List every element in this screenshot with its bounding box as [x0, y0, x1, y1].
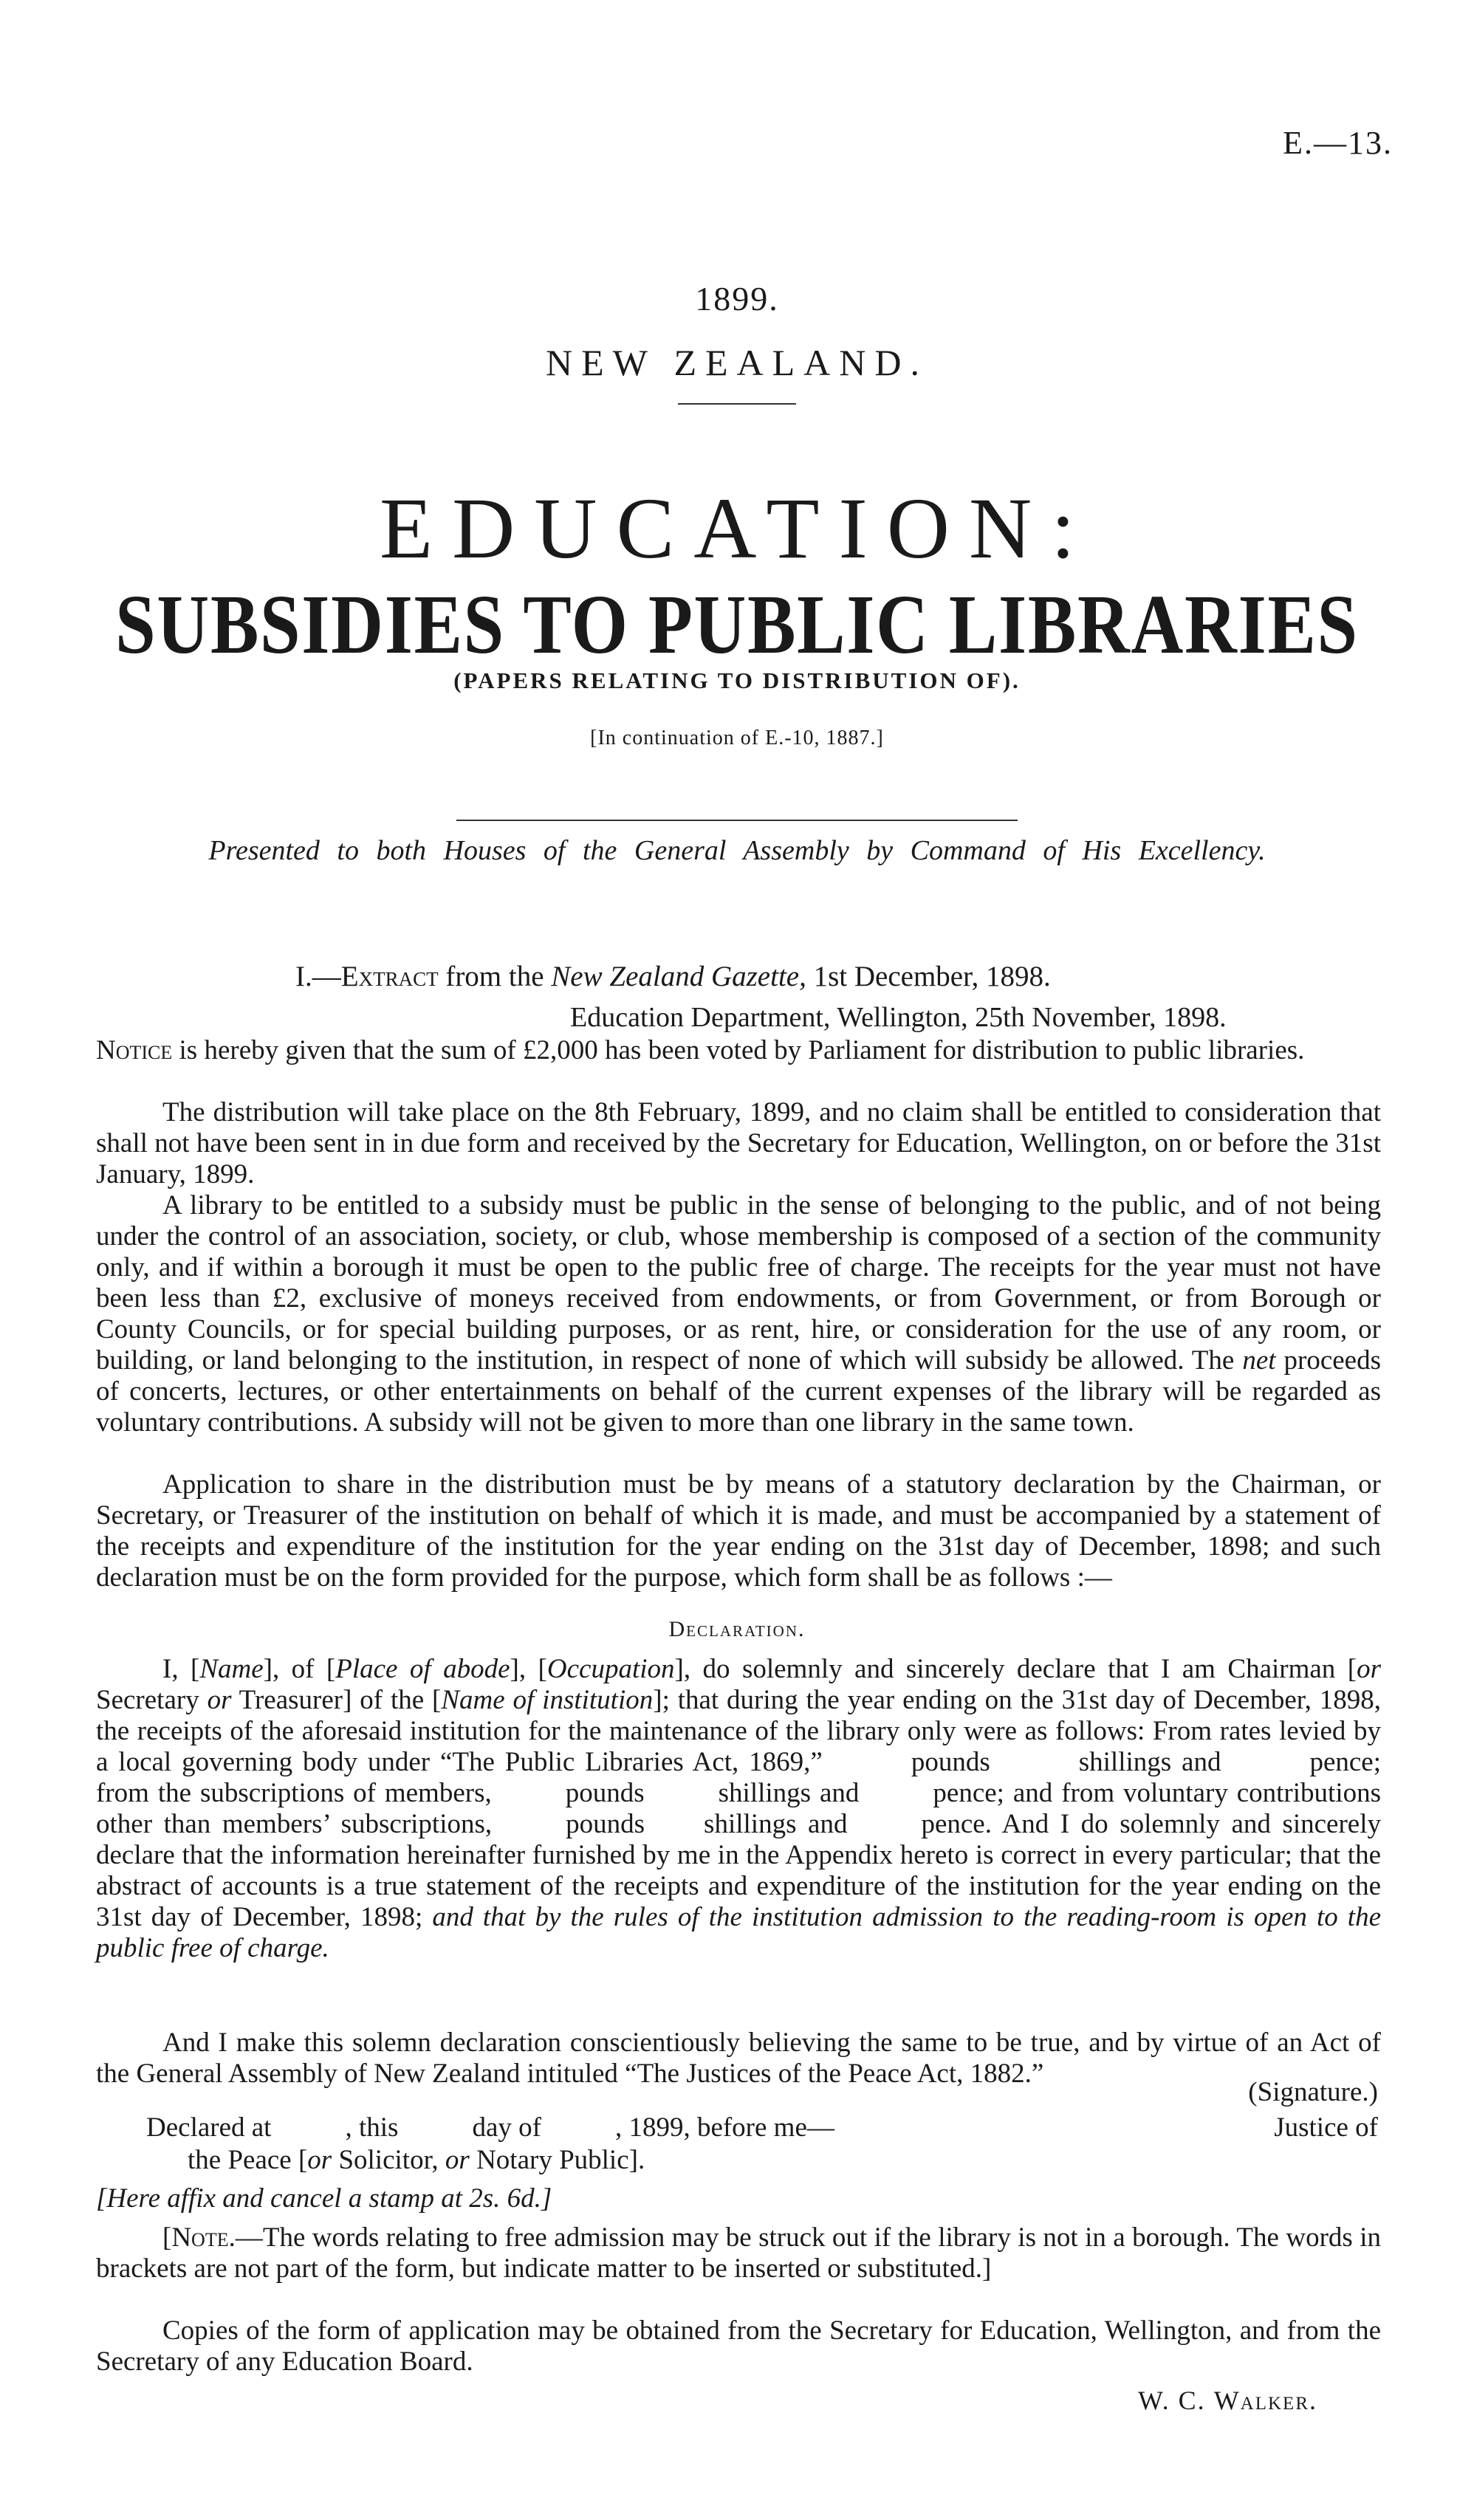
document-year: 1899.: [695, 280, 779, 317]
decl-text: ], do solemnly and sincerely declare that I am Chairman [: [674, 1654, 1357, 1684]
note-text: .—The words relating to free admission may be struck out if the library is not in a borough. The words in brackets are not part of the form, but indicate matter to be inserted or substituted.]: [96, 2222, 1381, 2284]
signature-placeholder: (Signature.): [1248, 2077, 1378, 2107]
decl-text: I, [: [162, 1654, 200, 1684]
decl-pounds: pounds: [566, 1809, 645, 1839]
eligibility-paragraph: [96, 1190, 1381, 1438]
presented-line: Presented to both Houses of the General Assembly by Command of His Excellency.: [208, 835, 1266, 866]
declared-this: , this: [345, 2112, 399, 2143]
title-subtitle: SUBSIDIES TO PUBLIC LIBRARIES: [115, 577, 1359, 671]
peace-line: [188, 2144, 645, 2176]
decl-text: ]; that during the year ending on the 31st day of December, 1898, the receipts of the aforesaid institution for the maintenance of the library only were as follows: From rates levied by a local governing body under “The Public Libraries Act, 1869,”: [96, 1685, 1381, 1777]
declared-day-of: day of: [472, 2112, 541, 2143]
institution-placeholder: Name of institution: [441, 1685, 654, 1715]
decl-text: Treasurer] of the [: [231, 1685, 442, 1715]
gazette-name: New Zealand Gazette,: [551, 961, 806, 992]
signer-name: [1138, 2385, 1317, 2416]
decl-pence: pence;: [933, 1778, 1004, 1808]
signer-surname: Walker.: [1213, 2386, 1317, 2415]
decl-text: and from voluntary contributions other than members’ subscriptions,: [96, 1778, 1381, 1839]
decl-shillings: shillings and: [718, 1778, 860, 1808]
declared-at: Declared at: [146, 2112, 272, 2143]
decl-text: And I do solemnly and sincerely declare that the information hereinafter furnished by me in the Appendix hereto is correct in every particular; that the abstract of accounts is a true statement of the receipts and expenditure of the institution for the year ending on the 31st day of December, 1898;: [96, 1809, 1381, 1932]
occupation-placeholder: Occupation: [546, 1654, 675, 1684]
peace-text: the Peace [: [188, 2145, 308, 2175]
extract-label: Extract: [340, 961, 439, 992]
department-line: Education Department, Wellington, 25th November, 1898.: [570, 1002, 1227, 1033]
copies-paragraph: Copies of the form of application may be obtained from the Secretary for Education, Wellington, and from the Secretary of any Education Board.: [96, 2315, 1381, 2377]
decl-text: from the subscriptions of members,: [96, 1778, 492, 1808]
notice-paragraph: [96, 1035, 1381, 1066]
title-note: (PAPERS RELATING TO DISTRIBUTION OF).: [453, 667, 1021, 693]
declaration-heading: Declaration.: [668, 1617, 806, 1641]
notice-word: Notice: [96, 1035, 173, 1065]
declaration-body: [96, 1654, 1381, 1964]
notice-text: is hereby given that the sum of £2,000 has been voted by Parliament for distribution to public libraries.: [172, 1035, 1305, 1065]
decl-or: or: [207, 1685, 232, 1715]
decl-text: ], of [: [263, 1654, 336, 1684]
stamp-instruction: [Here affix and cancel a stamp at 2s. 6d.]: [96, 2183, 552, 2214]
peace-or: or: [307, 2145, 332, 2175]
country-heading: NEW ZEALAND.: [546, 342, 928, 383]
peace-or: or: [445, 2145, 470, 2175]
net-word: net: [1242, 1345, 1276, 1376]
distribution-paragraph: The distribution will take place on the 8th February, 1899, and no claim shall be entitled to consideration that shall not have been sent in in due form and received by the Secretary for Education, Wellington, on or before the 31st January, 1899.: [96, 1097, 1381, 1189]
page-reference: E.—13.: [1283, 125, 1393, 161]
decl-shillings: shillings and: [1078, 1747, 1221, 1777]
decl-pounds: pounds: [565, 1778, 645, 1808]
extract-heading: [295, 960, 1051, 993]
justice-of-label: Justice of: [1274, 2112, 1378, 2143]
declared-year: , 1899, before me—: [614, 2112, 834, 2143]
peace-text: Solicitor,: [332, 2145, 445, 2175]
name-placeholder: Name: [199, 1654, 264, 1684]
application-paragraph: Application to share in the distribution must be by means of a statutory declaration by the Chairman, or Secretary, or Treasurer of the institution on behalf of which it is made, and must be accompanied by a statement of the receipts and expenditure of the institution for the year ending on the 31st day of December, 1898; and such declaration must be on the form provided for the purpose, which form shall be as follows :—: [96, 1469, 1381, 1593]
decl-or: or: [1357, 1654, 1381, 1684]
eligibility-text-a: A library to be entitled to a subsidy must be public in the sense of belonging to the public, and of not being under the control of an association, society, or club, whose membership is composed of a section of the community only, and if within a borough it must be open to the public free of charge. The receipts for the year must not have been less than £2, exclusive of moneys received from endowments, or from Government, or from Borough or County Councils, or for special building purposes, or as rent, hire, or consideration for the use of any room, or building, or land belonging to the institution, in respect of none of which will subsidy be allowed. The: [96, 1190, 1381, 1376]
signer-initials: W. C.: [1138, 2386, 1214, 2415]
note-bracket: [: [162, 2222, 172, 2253]
decl-pence: pence.: [921, 1809, 992, 1839]
note-label: Note: [171, 2222, 229, 2253]
decl-pounds: pounds: [911, 1747, 990, 1777]
free-admission-clause: and that by the rules of the institution admission to the reading-room is open to the public free of charge.: [96, 1902, 1382, 1963]
declared-line: [146, 2112, 834, 2144]
divider-rule: [456, 820, 1018, 821]
divider-rule: [678, 403, 796, 405]
decl-pence: pence;: [1309, 1747, 1381, 1777]
eligibility-text-b: proceeds of concerts, lectures, or other entertainments on behalf of the current expenses of the library will be regarded as voluntary contributions. A subsidy will not be given to more than one library in the same town.: [96, 1345, 1381, 1438]
decl-text: Secretary: [96, 1685, 208, 1715]
decl-shillings: shillings and: [704, 1809, 848, 1839]
note-paragraph: [96, 2222, 1381, 2284]
extract-prefix: I.—: [295, 961, 341, 992]
solemn-paragraph: And I make this solemn declaration conscientiously believing the same to be true, and by virtue of an Act of the General Assembly of New Zealand intituled “The Justices of the Peace Act, 1882.”: [96, 2028, 1381, 2089]
peace-text: Notary Public].: [469, 2145, 645, 2175]
abode-placeholder: Place of abode: [335, 1654, 510, 1684]
continuation-note: [In continuation of E.-10, 1887.]: [590, 727, 884, 749]
extract-date: 1st December, 1898.: [806, 961, 1051, 992]
extract-from: from the: [438, 961, 552, 992]
title-main: EDUCATION:: [380, 480, 1094, 577]
decl-text: ], [: [510, 1654, 547, 1684]
